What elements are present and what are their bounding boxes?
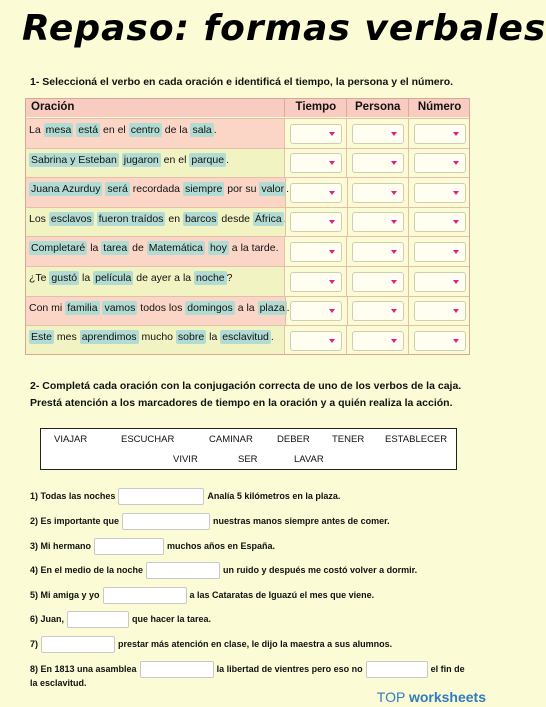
persona-dropdown[interactable] xyxy=(352,242,404,262)
selectable-word[interactable]: siempre xyxy=(184,183,223,196)
cell-numero xyxy=(408,267,470,296)
selectable-word[interactable]: Matemática xyxy=(148,242,204,255)
table-row xyxy=(25,236,470,266)
selectable-word[interactable]: será xyxy=(107,183,128,196)
sentence-text: ¿Te xyxy=(29,272,50,284)
sentence-cell xyxy=(25,326,284,355)
selectable-word[interactable]: Sabrina y Esteban xyxy=(31,153,117,166)
sentence-text: ? xyxy=(226,272,233,284)
cell-persona xyxy=(347,178,409,207)
verb-word: VIVIR xyxy=(173,454,198,465)
sentence-text: . xyxy=(213,124,217,136)
answer-input[interactable] xyxy=(67,611,129,628)
sentence-cell xyxy=(25,208,285,237)
tiempo-dropdown[interactable] xyxy=(290,212,342,232)
persona-dropdown[interactable] xyxy=(352,212,404,232)
sentence-start: 6) Juan, xyxy=(30,613,65,624)
selectable-word[interactable]: está xyxy=(78,124,99,136)
answer-input[interactable] xyxy=(41,636,115,653)
selectable-word[interactable]: Completaré xyxy=(31,242,86,255)
sentence-text: la xyxy=(87,242,102,255)
sentence-text: . xyxy=(283,212,287,225)
selectable-word[interactable]: gustó xyxy=(51,272,78,284)
cell-tiempo xyxy=(285,208,347,237)
answer-input[interactable] xyxy=(140,661,214,678)
dropdown-arrow-icon xyxy=(453,250,459,254)
numero-dropdown[interactable] xyxy=(414,183,466,203)
selectable-word[interactable]: sobre xyxy=(177,331,205,344)
sentence-end: a las Cataratas de Iguazú el mes que viene. xyxy=(189,589,375,600)
selectable-word[interactable]: valor xyxy=(261,183,285,196)
cell-numero xyxy=(408,119,470,148)
sentence-text: . xyxy=(286,183,290,196)
dropdown-arrow-icon xyxy=(391,191,397,195)
sentence-text: . xyxy=(270,331,274,344)
selectable-word[interactable]: Este xyxy=(31,331,53,344)
numero-dropdown[interactable] xyxy=(414,301,466,321)
header-oracion: Oración xyxy=(31,101,75,113)
sentence-text: . xyxy=(226,153,229,166)
table-row xyxy=(25,325,470,355)
dropdown-arrow-icon xyxy=(453,191,459,195)
persona-dropdown[interactable] xyxy=(352,331,404,351)
dropdown-arrow-icon xyxy=(329,339,335,343)
selectable-word[interactable]: domingos xyxy=(187,301,233,314)
persona-dropdown[interactable] xyxy=(352,301,404,321)
dropdown-arrow-icon xyxy=(391,280,397,284)
persona-dropdown[interactable] xyxy=(352,272,404,292)
sentence-text: en xyxy=(165,212,183,225)
verb-word: VIAJAR xyxy=(54,434,88,445)
selectable-word[interactable]: centro xyxy=(130,124,160,136)
sentence-end: que hacer la tarea. xyxy=(132,613,212,624)
persona-dropdown[interactable] xyxy=(352,183,404,203)
sentence-text: de la xyxy=(161,124,191,136)
dropdown-arrow-icon xyxy=(391,339,397,343)
sentence-start: 1) Todas las noches xyxy=(30,490,116,501)
sentence-text: todos los xyxy=(137,301,186,314)
tiempo-dropdown[interactable] xyxy=(290,153,342,173)
footer-logo xyxy=(377,689,486,705)
sentence-end: prestar más atención en clase, le dijo la maestra a sus alumnos. xyxy=(118,638,393,649)
cell-tiempo xyxy=(285,178,347,207)
table-row xyxy=(25,266,470,296)
sentence-text: en el xyxy=(100,124,129,136)
table-row xyxy=(25,177,470,207)
sentence-text: Los xyxy=(29,212,49,225)
selectable-word[interactable]: película xyxy=(95,272,132,284)
sentence-start: 5) Mi amiga y yo xyxy=(30,589,100,600)
sentence-middle: la libertad de vientres pero eso no xyxy=(216,663,363,674)
header-numero: Número xyxy=(408,98,470,117)
selectable-word[interactable]: esclavitud xyxy=(222,331,269,344)
header-persona: Persona xyxy=(346,98,408,117)
sentence-text: por su xyxy=(224,183,260,196)
sentence-text: de xyxy=(129,242,147,255)
dropdown-arrow-icon xyxy=(329,132,335,136)
cell-persona xyxy=(346,237,408,266)
sentence-cell xyxy=(25,149,284,178)
selectable-word[interactable]: fueron traídos xyxy=(98,212,164,225)
sentence-end: Analía 5 kilómetros en la plaza. xyxy=(207,490,341,501)
verb-word: LAVAR xyxy=(294,454,324,465)
sentence-text: en el xyxy=(160,153,190,166)
numero-dropdown[interactable] xyxy=(414,153,466,173)
fill-sentence xyxy=(30,538,275,555)
sentence-text: . xyxy=(286,301,290,314)
sentence-cell xyxy=(25,119,284,148)
numero-dropdown[interactable] xyxy=(414,331,466,351)
verb-word: DEBER xyxy=(277,434,310,445)
cell-tiempo xyxy=(284,237,346,266)
fill-sentence xyxy=(30,513,390,530)
fill-sentence xyxy=(30,587,374,604)
tiempo-dropdown[interactable] xyxy=(290,183,342,203)
fill-sentence xyxy=(30,661,465,688)
selectable-word[interactable]: tarea xyxy=(103,242,128,255)
selectable-word[interactable]: noche xyxy=(196,272,225,284)
dropdown-arrow-icon xyxy=(329,220,335,224)
cell-numero xyxy=(408,326,470,355)
sentence-cell xyxy=(25,178,290,207)
cell-persona xyxy=(346,119,408,148)
answer-input[interactable] xyxy=(103,587,187,604)
sentence-text: a la tarde. xyxy=(228,242,279,255)
selectable-word[interactable]: mesa xyxy=(45,124,72,136)
sentence-text: recordada xyxy=(129,183,183,196)
dropdown-arrow-icon xyxy=(329,250,335,254)
answer-input[interactable] xyxy=(122,513,210,530)
dropdown-arrow-icon xyxy=(329,191,335,195)
numero-dropdown[interactable] xyxy=(414,242,466,262)
dropdown-arrow-icon xyxy=(391,220,397,224)
table-row xyxy=(25,296,470,326)
selectable-word[interactable]: parque xyxy=(191,153,225,166)
sentence-cell xyxy=(25,237,284,266)
sentence-start: 8) En 1813 una asamblea xyxy=(30,663,137,674)
sentence-end: un ruido y después me costó volver a dormir. xyxy=(223,564,418,575)
sentence-text: mes xyxy=(54,331,80,344)
dropdown-arrow-icon xyxy=(329,309,335,313)
answer-input[interactable] xyxy=(146,562,220,579)
numero-dropdown[interactable] xyxy=(414,272,466,292)
selectable-word[interactable]: hoy xyxy=(209,242,227,255)
cell-tiempo xyxy=(284,149,346,178)
instruction-1: 1- Seleccioná el verbo en cada oración e identificá el tiempo, la persona y el número. xyxy=(30,76,454,88)
sentence-end: muchos años en España. xyxy=(167,540,276,551)
header-tiempo: Tiempo xyxy=(284,98,346,117)
numero-dropdown[interactable] xyxy=(414,124,466,144)
sentence-start: 4) En el medio de la noche xyxy=(30,564,144,575)
dropdown-arrow-icon xyxy=(453,132,459,136)
footer-top: TOP xyxy=(376,689,406,705)
fill-sentence xyxy=(30,562,417,579)
sentence-start: 3) Mi hermano xyxy=(30,540,92,551)
dropdown-arrow-icon xyxy=(329,161,335,165)
sentence-end-line2: la esclavitud. xyxy=(30,678,87,688)
verb-word: ESCUCHAR xyxy=(121,434,175,445)
selectable-word[interactable]: jugaron xyxy=(123,153,159,166)
sentence-text: Con mi xyxy=(29,301,66,314)
sentence-cell xyxy=(25,267,284,296)
fill-sentence xyxy=(30,611,211,628)
sentence-start: 2) Es importante que xyxy=(30,515,120,526)
dropdown-arrow-icon xyxy=(391,132,397,136)
dropdown-arrow-icon xyxy=(391,161,397,165)
dropdown-arrow-icon xyxy=(453,280,459,284)
table-header xyxy=(25,98,470,117)
selectable-word[interactable]: plaza xyxy=(259,301,285,314)
selectable-word[interactable]: sala xyxy=(192,124,212,136)
sentence-text: La xyxy=(29,124,41,136)
cell-persona xyxy=(346,267,408,296)
sentence-end: el fin de xyxy=(430,663,465,674)
sentence-text: la xyxy=(79,272,94,284)
tiempo-dropdown[interactable] xyxy=(290,242,342,262)
sentence-cell xyxy=(25,297,290,326)
sentence-text: de ayer a la xyxy=(133,272,195,284)
cell-tiempo xyxy=(285,297,347,326)
persona-dropdown[interactable] xyxy=(352,124,404,144)
cell-numero xyxy=(408,178,470,207)
cell-numero xyxy=(408,297,470,326)
persona-dropdown[interactable] xyxy=(352,153,404,173)
selectable-word[interactable]: aprendimos xyxy=(81,331,137,344)
sentence-end: nuestras manos siempre antes de comer. xyxy=(213,515,390,526)
fill-sentence xyxy=(30,636,392,653)
cell-numero xyxy=(408,237,470,266)
sentence-text: desde xyxy=(218,212,253,225)
dropdown-arrow-icon xyxy=(391,309,397,313)
cell-tiempo xyxy=(284,326,346,355)
instruction-2: 2- Completá cada oración con la conjugación correcta de uno de los verbos de la caja. Prestá atención a los marcadores de tiempo en la oración y a quién realiza la acción. xyxy=(30,380,462,409)
table-row xyxy=(25,118,470,148)
verb-box xyxy=(40,428,457,470)
dropdown-arrow-icon xyxy=(329,280,335,284)
page-title: Repaso: formas verbales xyxy=(22,8,546,49)
sentence-text: la xyxy=(206,331,221,344)
table-row xyxy=(25,148,470,178)
cell-numero xyxy=(408,208,470,237)
cell-persona xyxy=(346,326,408,355)
selectable-word[interactable]: barcos xyxy=(184,212,217,225)
tiempo-dropdown[interactable] xyxy=(290,124,342,144)
dropdown-arrow-icon xyxy=(453,161,459,165)
tiempo-dropdown[interactable] xyxy=(290,272,342,292)
verb-word: CAMINAR xyxy=(209,434,253,445)
dropdown-arrow-icon xyxy=(453,220,459,224)
dropdown-arrow-icon xyxy=(453,339,459,343)
dropdown-arrow-icon xyxy=(391,250,397,254)
selectable-word[interactable]: vamos xyxy=(104,301,136,314)
verb-word: SER xyxy=(238,454,258,465)
sentence-text: a la xyxy=(234,301,258,314)
tiempo-dropdown[interactable] xyxy=(290,331,342,351)
sentence-text: mucho xyxy=(138,331,176,344)
cell-numero xyxy=(408,149,470,178)
sentence-start: 7) xyxy=(30,638,39,649)
answer-input[interactable] xyxy=(118,488,204,505)
numero-dropdown[interactable] xyxy=(414,212,466,232)
cell-persona xyxy=(347,297,409,326)
cell-persona xyxy=(347,208,409,237)
tiempo-dropdown[interactable] xyxy=(290,301,342,321)
selectable-word[interactable]: África xyxy=(254,212,282,225)
dropdown-arrow-icon xyxy=(453,309,459,313)
selectable-word[interactable]: Juana Azurduy xyxy=(31,183,101,196)
selectable-word[interactable]: familia xyxy=(67,301,98,314)
footer-worksheets: worksheets xyxy=(408,689,486,705)
table-row xyxy=(25,207,470,237)
fill-sentence xyxy=(30,488,340,505)
cell-tiempo xyxy=(284,119,346,148)
answer-input[interactable] xyxy=(366,661,428,678)
cell-tiempo xyxy=(284,267,346,296)
verb-word: ESTABLECER xyxy=(385,434,448,445)
cell-persona xyxy=(346,149,408,178)
selectable-word[interactable]: esclavos xyxy=(50,212,92,225)
verb-word: TENER xyxy=(332,434,365,445)
answer-input[interactable] xyxy=(94,538,164,555)
